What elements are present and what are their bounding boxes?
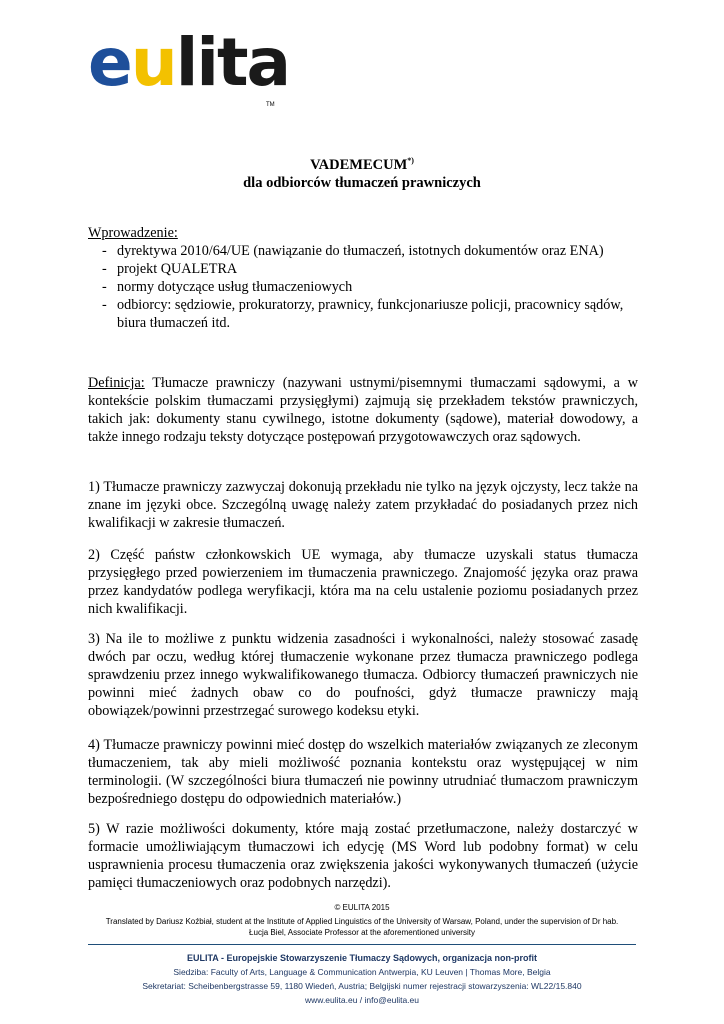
title-line-2: dla odbiorców tłumaczeń prawniczych [243, 174, 481, 191]
definition-paragraph [88, 374, 638, 446]
paragraph-3: 3) Na ile to możliwe z punktu widzenia zasadności i wykonalności, należy stosować zasadę dwóch par oczu, według której tłumaczenie wykonane przez tłumacza prawniczego podlega sprawdzeniu przez innego wykwalifikowanego tłumacza. Odbiorcy tłumaczeń prawniczych nie powinni mieć żadnych obaw co do poufności, gdyż tłumacze prawniczy mają obowiązek/powinni przestrzegać surowego kodeksu etyki. [88, 631, 638, 719]
trademark-mark: TM [266, 102, 275, 108]
list-item-text: normy dotyczące usług tłumaczeniowych [117, 279, 353, 295]
secretariat-address: Sekretariat: Scheibenbergstrasse 59, 1180 Wiedeń, Austria; Belgijski numer rejestracji stowarzyszenia: WL22/15.840 [142, 981, 582, 991]
translator-line-2: Łucja Biel, Associate Professor at the aforementioned university [249, 928, 475, 937]
title-footnote-marker: *) [407, 156, 414, 165]
list-item-text: dyrektywa 2010/64/UE (nawiązanie do tłumaczeń, istotnych dokumentów oraz ENA) [117, 243, 604, 259]
paragraph-4: 4) Tłumacze prawniczy powinni mieć dostęp do wszelkich materiałów związanych ze zleconym tłumaczeniem, tak aby mieli możliwość poznania kontekstu oraz występującej w nim terminologii. (W szczególności biura tłumaczeń nie powinny utrudniać tłumaczom prawniczym bezpośredniego dostępu do odpowiednich materiałów.) [88, 737, 638, 807]
copyright-note: © EULITA 2015 [334, 903, 390, 912]
organization-name: EULITA - Europejskie Stowarzyszenie Tłumaczy Sądowych, organizacja non-profit [186, 953, 538, 963]
list-item: - normy dotyczące usług tłumaczeniowych [102, 279, 353, 295]
list-item: - dyrektywa 2010/64/UE (nawiązanie do tłumaczeń, istotnych dokumentów oraz ENA) [102, 243, 604, 259]
intro-list [88, 242, 638, 332]
intro-section [88, 224, 638, 332]
definition-text: Tłumacze prawniczy (nazywani ustnymi/pisemnymi tłumaczami sądowymi, a w kontekście polskim tłumaczami przysięgłymi) zajmują się przekładem tekstów prawniczych, takich jak: dokumenty stanu cywilnego, istotne dokumenty (sądowe), materiał dowodowy, a także innego rodzaju teksty dotyczące postępowań przygotowawczych oraz sądowych. [88, 375, 638, 445]
document-title [0, 152, 724, 192]
paragraph-1: 1) Tłumacze prawniczy zazwyczaj dokonują przekładu nie tylko na język ojczysty, lecz także na znane im języki obce. Szczególną uwagę należy zatem przykładać do posiadanych przez nich kwalifikacji w zakresie tłumaczeń. [88, 479, 638, 531]
list-item: - odbiorcy: sędziowie, prokuratorzy, prawnicy, funkcjonariusze policji, pracownicy sądów, biura tłumaczeń itd. [102, 297, 624, 331]
definition-label: Definicja: [88, 375, 145, 391]
title-line-1: VADEMECUM [310, 156, 408, 173]
paragraph-5: 5) W razie możliwości dokumenty, które mają zostać przetłumaczone, należy dostarczyć w formacie umożliwiającym tłumaczowi ich edycję (MS Word lub podobny format) w celu usprawnienia procesu tłumaczenia oraz zwiększenia jakości wykonywanych tłumaczeń (użycie pamięci tłumaczeniowych oraz podobnych narzędzi). [88, 821, 638, 891]
translator-note [0, 916, 724, 938]
footer-divider [88, 944, 636, 945]
paragraph-2: 2) Część państw członkowskich UE wymaga, aby tłumacze uzyskali status tłumacza przysięgłego przed powierzeniem im tłumaczenia prawniczego. Znajomość języka oraz prawa przez kandydatów podlega weryfikacji, która ma na celu ustalenie poziomu posiadanych przez nich kwalifikacji. [88, 547, 638, 617]
list-item-text: projekt QUALETRA [117, 261, 238, 277]
eulita-logo [88, 24, 290, 116]
logo-wordmark: eulita [88, 24, 290, 101]
seat-address: Siedziba: Faculty of Arts, Language & Communication Antwerpia, KU Leuven | Thomas More, Belgia [173, 967, 551, 977]
list-item-text: odbiorcy: sędziowie, prokuratorzy, prawnicy, funkcjonariusze policji, pracownicy sądów, biura tłumaczeń itd. [117, 297, 624, 331]
translator-line-1: Translated by Dariusz Koźbiał, student at the Institute of Applied Linguistics of the University of Warsaw, Poland, under the supervision of Dr hab. [105, 917, 619, 926]
list-item: - projekt QUALETRA [102, 261, 238, 277]
website-email: www.eulita.eu / info@eulita.eu [305, 995, 419, 1005]
intro-heading: Wprowadzenie: [88, 225, 178, 241]
